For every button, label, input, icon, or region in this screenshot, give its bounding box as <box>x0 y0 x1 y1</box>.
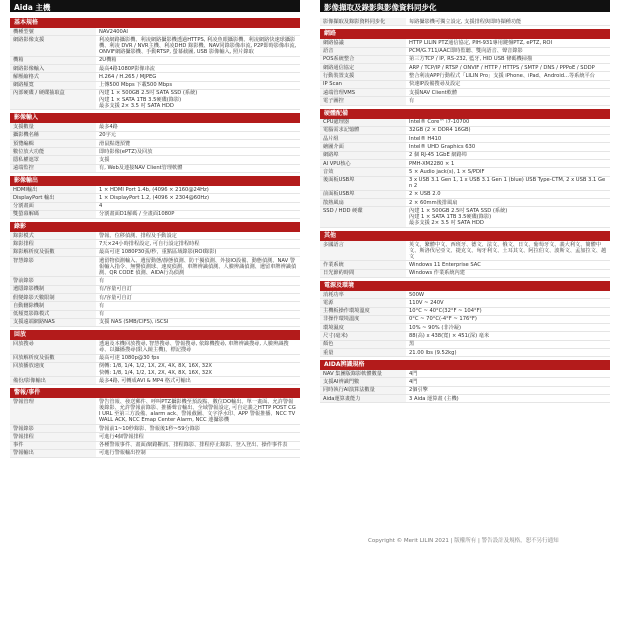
spec-key: 錄影排程 <box>10 240 96 248</box>
spec-key: Aida運算畫能力 <box>320 395 406 403</box>
spec-row <box>10 257 300 277</box>
spec-value: ARP / TCP/IP / RTSP / ONVIF / HTTP / HTTPS / SMTP / DNS / PPPoE / SDDP <box>406 64 610 72</box>
spec-row <box>10 441 300 449</box>
spec-key: 音效 <box>320 168 406 176</box>
spec-row <box>10 131 300 139</box>
spec-value: PMH-XM2280 × 1 <box>406 159 610 167</box>
spec-row <box>10 156 300 164</box>
spec-key: 行動裝置支援 <box>320 72 406 80</box>
spec-key: AI VPU核心 <box>320 159 406 167</box>
spec-value: 0°C ~ 70°C(-4°F ~ 176°F) <box>406 315 610 323</box>
spec-value: 10% ~ 90% (非冷凝) <box>406 324 610 332</box>
spec-value: 1 × HDMI Port 1.4b, (4096 × 2160@24Hz) <box>96 186 300 194</box>
spec-value: 有/容量可自訂 <box>96 285 300 293</box>
spec-row <box>320 378 610 386</box>
spec-value: 第三方TCP / IP, RS-232, 藍牙, HID USB 條碼機掃描 <box>406 55 610 63</box>
spec-key: 事件 <box>10 441 96 449</box>
spec-key: 隱私權遮罩 <box>10 156 96 164</box>
spec-key: POS系統整合 <box>320 55 406 63</box>
spec-key: 分割畫面 <box>10 202 96 210</box>
spec-key: DisplayPort 輸出 <box>10 194 96 202</box>
spec-key: 多國語言 <box>320 241 406 261</box>
spec-value: 4門 <box>406 378 610 386</box>
spec-row <box>320 348 610 356</box>
spec-table <box>10 28 300 110</box>
spec-value: Windows 作業系統內建 <box>406 269 610 277</box>
spec-row <box>320 207 610 227</box>
spec-row <box>10 194 300 202</box>
spec-value: 2U機箱 <box>96 56 300 64</box>
spec-row <box>320 241 610 261</box>
spec-value: 5 × Audio jack(s), 1 × S/PDIF <box>406 168 610 176</box>
spec-key: 智慧錄影 <box>10 257 96 277</box>
spec-value: 英文、繁體中文、西班牙、德文、法文、俄文、日文、葡萄牙文、義大利文、簡體中文、斯洛伐尼亞文、捷克文、匈牙利文、土耳其文、阿拉伯文、波斯文、孟加拉文、越文 <box>406 241 610 261</box>
spec-row <box>320 119 610 127</box>
spec-row <box>10 186 300 194</box>
spec-key: 回放解析度及張數 <box>10 354 96 362</box>
spec-table <box>320 370 610 403</box>
spec-row <box>320 176 610 190</box>
spec-value: 最高可達 1080P30張/秒，重點區域錄影(ROI錄影) <box>96 248 300 256</box>
spec-key: 網路影像輸入 <box>10 65 96 73</box>
section-header: 其他 <box>320 231 610 241</box>
spec-value: 內建 1 × 500GB 2.5吋 SATA SSD (系統) 內建 1 × SATA 1TB 3.5硬碟(錄影) 最多支援 2× 3.5 吋 SATA HDD <box>406 207 610 227</box>
spec-value: 上傳500 Mbps 下載500 Mbps <box>96 81 300 89</box>
spec-value: 有 <box>406 97 610 105</box>
spec-row <box>10 56 300 64</box>
spec-value: 可進行4個警報排程 <box>96 433 300 441</box>
spec-key: 內部硬碟 / 硬碟抽取盒 <box>10 89 96 109</box>
spec-key: 電子圖控 <box>320 97 406 105</box>
spec-value: 2個引擎 <box>406 386 610 394</box>
spec-value: 即時影像(ePTZ)及回放 <box>96 148 300 156</box>
spec-value: 4門 <box>406 370 610 378</box>
spec-value: 每路攝影機可獨立設定, 支援排程與即時擷種功能 <box>406 18 610 26</box>
spec-value: 快速IP設備搜尋及設定 <box>406 80 610 88</box>
spec-key: 支援遠端網路NAS <box>10 318 96 326</box>
spec-row <box>10 449 300 457</box>
spec-value: 最高4路1080P影像串流 <box>96 65 300 73</box>
section-header: 網路 <box>320 29 610 39</box>
spec-row <box>320 143 610 151</box>
spec-row <box>320 126 610 134</box>
spec-value: Intel® UHD Graphics 630 <box>406 143 610 151</box>
spec-row <box>320 55 610 63</box>
spec-value: 有 <box>96 310 300 318</box>
spec-table <box>10 398 300 458</box>
spec-row <box>320 88 610 96</box>
section-header: 錄影 <box>10 222 300 232</box>
spec-row <box>10 210 300 218</box>
spec-row <box>10 164 300 172</box>
spec-row <box>10 202 300 210</box>
spec-value: 可進行警報輸出控制 <box>96 449 300 457</box>
spec-key: 遠端監控 <box>10 164 96 172</box>
spec-key: 日光節約時間 <box>320 269 406 277</box>
spec-row <box>320 18 610 26</box>
spec-row <box>10 232 300 240</box>
spec-value: 10°C ~ 40°C(32°F ~ 104°F) <box>406 307 610 315</box>
spec-key: 消耗功率 <box>320 291 406 299</box>
spec-key: 解壓縮格式 <box>10 73 96 81</box>
spec-row <box>10 425 300 433</box>
spec-key: IP Scan <box>320 80 406 88</box>
section-header: 硬體配備 <box>320 109 610 119</box>
spec-value: Intel® H410 <box>406 135 610 143</box>
spec-key: 作業系統 <box>320 261 406 269</box>
spec-value: 有, Web及連接NAV Client管理軟體 <box>96 164 300 172</box>
spec-row <box>320 299 610 307</box>
spec-value: H.264 / H.265 / MJPEG <box>96 73 300 81</box>
spec-row <box>10 302 300 310</box>
spec-value: 倒轉: 1/8, 1/4, 1/2, 1X, 2X, 4X, 8X, 16X, 32X 快轉: 1/8, 1/4, 1/2, 1X, 2X, 4X, 8X, 16X, 32X <box>96 362 300 376</box>
spec-key: 錄影解析度及張數 <box>10 248 96 256</box>
spec-row <box>320 261 610 269</box>
spec-value: 各種警報事件、畫面/網路斷訊、排程錄影、排程停止錄影、登入登出、操作事件表 <box>96 441 300 449</box>
spec-row <box>320 340 610 348</box>
spec-row <box>10 73 300 81</box>
right-title: 影像擷取及錄影與影像資料同步化 <box>320 0 610 12</box>
spec-row <box>320 97 610 105</box>
spec-row <box>320 64 610 72</box>
spec-value: 3 Aida 運算畫 (主機) <box>406 395 610 403</box>
spec-key: 後面板USB埠 <box>320 176 406 190</box>
spec-row <box>320 190 610 198</box>
spec-row <box>10 89 300 109</box>
spec-key: 網路通信協定 <box>320 64 406 72</box>
spec-row <box>320 370 610 378</box>
spec-row <box>320 39 610 47</box>
spec-row <box>320 332 610 340</box>
section-header: 回放 <box>10 330 300 340</box>
spec-value: 黑 <box>406 340 610 348</box>
spec-key: 預覽編輯 <box>10 139 96 147</box>
spec-row <box>10 248 300 256</box>
spec-value: 透過及本機回放搜尋, 智慧搜尋、警報搜尋, 依錄機搜尋, 車牌辨識搜尋, 人臉辨識搜尋、以攝播搜尋(限入鏡主機)，標記搜尋 <box>96 340 300 354</box>
spec-row <box>10 398 300 424</box>
spec-key: 警報輸出 <box>10 449 96 457</box>
spec-value: 警報、位移偵測、排程及手動設定 <box>96 232 300 240</box>
spec-value: 支援 <box>96 156 300 164</box>
spec-key: 非操作環境溫度 <box>320 315 406 323</box>
copyright-text: Copyright © Merit LILIN 2021 | 版權所有 | 警告設計及規格，恕不另行通知 <box>368 538 559 544</box>
section-header: AIDA辨識規格 <box>320 360 610 370</box>
spec-key: 網路頻寬 <box>10 81 96 89</box>
spec-key: 警報管理 <box>10 398 96 424</box>
spec-table <box>320 119 610 228</box>
spec-key: NAV 集團版錄影軟體數量 <box>320 370 406 378</box>
spec-key: 雙螢幕解碼 <box>10 210 96 218</box>
spec-key: 網路協議 <box>320 39 406 47</box>
spec-value: 500W <box>406 291 610 299</box>
spec-value: 21.00 lbs (9.52kg) <box>406 348 610 356</box>
spec-key: 網路影像支援 <box>10 36 96 56</box>
spec-value: 遺留物偵測輸入、遺留動態/靜態偵測、防干擾偵測、外接IO設備、動態偵測、NAV 警報輸入指令、無響偵測球、速度偵測、車牌辨識偵測、人臉辨識偵測、遺留車牌辨識偵測、QR CODE 偵測、AIDA行為偵測 <box>96 257 300 277</box>
spec-key: 警前錄影 <box>10 277 96 285</box>
spec-key: 網路埠 <box>320 151 406 159</box>
spec-key: 語音 <box>320 47 406 55</box>
spec-key: SSD / HDD 硬碟 <box>320 207 406 227</box>
spec-row <box>10 340 300 354</box>
spec-row <box>320 324 610 332</box>
section-header: 影像輸入 <box>10 113 300 123</box>
spec-key: 環境濕度 <box>320 324 406 332</box>
spec-key: 攝影機名稱 <box>10 131 96 139</box>
spec-table <box>320 39 610 105</box>
spec-value: 7天×24小時排程設定, 可自行設定排程時程 <box>96 240 300 248</box>
spec-row <box>10 310 300 318</box>
spec-key: 主機板操作環境溫度 <box>320 307 406 315</box>
spec-key: 回放播放速度 <box>10 362 96 376</box>
spec-row <box>320 80 610 88</box>
spec-value: 支援NAV Client軟體 <box>406 88 610 96</box>
spec-key: 前面板USB埠 <box>320 190 406 198</box>
section-header: 影像輸出 <box>10 176 300 186</box>
spec-value: 有/容量可自訂 <box>96 294 300 302</box>
spec-value: PCM/G.711/AAC即時監聽、雙向語音、聲音錄影 <box>406 47 610 55</box>
spec-value: 110V ~ 240V <box>406 299 610 307</box>
spec-key: 影像擷取及錄影資料同步化 <box>320 18 406 26</box>
spec-row <box>320 159 610 167</box>
spec-value: 支援 NAS (SMB/CIFS), iSCSI <box>96 318 300 326</box>
spec-row <box>320 395 610 403</box>
spec-row <box>10 148 300 156</box>
spec-key: 同時執行AI演算法數量 <box>320 386 406 394</box>
spec-value: 4 <box>96 202 300 210</box>
spec-value: 最高可達 1080p@30 fps <box>96 354 300 362</box>
spec-key: 支援AI辨識門數 <box>320 378 406 386</box>
spec-row <box>10 377 300 385</box>
spec-key: 尺寸(毫米) <box>320 332 406 340</box>
spec-row <box>10 285 300 293</box>
spec-row <box>320 47 610 55</box>
spec-row <box>320 386 610 394</box>
spec-value: 整合利凌APP行動程式「LILIN Pro」支援 iPhone、iPad、Android...等系統平台 <box>406 72 610 80</box>
spec-key: 重量 <box>320 348 406 356</box>
spec-key: 假變錄影天數限制 <box>10 294 96 302</box>
spec-value: NAV2400AI <box>96 28 300 36</box>
spec-value: 滑鼠點選預覽 <box>96 139 300 147</box>
spec-row <box>320 315 610 323</box>
section-header: 基本規格 <box>10 18 300 28</box>
left-column <box>10 0 300 458</box>
spec-key: 散熱風扇 <box>320 199 406 207</box>
spec-table <box>10 232 300 327</box>
spec-key: 備份/影像輸出 <box>10 377 96 385</box>
spec-row <box>10 354 300 362</box>
spec-key: 電源 <box>320 299 406 307</box>
spec-value: 內建 1 × 500GB 2.5吋 SATA SSD (系統) 內建 1 × SATA 1TB 3.5硬碟(錄影) 最多支援 2× 3.5 吋 SATA HDD <box>96 89 300 109</box>
spec-value: 有 <box>96 277 300 285</box>
left-title: Aida 主機 <box>10 0 300 12</box>
spec-value: Intel® Core™ i7-10700 <box>406 119 610 127</box>
spec-table <box>320 241 610 278</box>
spec-key: 繪圖介面 <box>320 143 406 151</box>
spec-table <box>10 186 300 219</box>
spec-row <box>10 240 300 248</box>
spec-value: 2 × USB 2.0 <box>406 190 610 198</box>
spec-row <box>10 28 300 36</box>
spec-key: 遺隱錄影機制 <box>10 285 96 293</box>
spec-table <box>320 291 610 357</box>
spec-row <box>320 199 610 207</box>
spec-value: 分割畫面D1解碼 / 全畫面1080P <box>96 210 300 218</box>
spec-key: 機種型號 <box>10 28 96 36</box>
right-column <box>320 0 610 403</box>
spec-key: 遠端管理VMS <box>320 88 406 96</box>
spec-row <box>10 318 300 326</box>
spec-row <box>320 307 610 315</box>
spec-row <box>10 277 300 285</box>
spec-table <box>320 18 610 26</box>
spec-key: CPU處理器 <box>320 119 406 127</box>
spec-value: 2 × 60mm後排風扇 <box>406 199 610 207</box>
spec-row <box>10 433 300 441</box>
spec-key: 數位放大功能 <box>10 148 96 156</box>
spec-value: 1 × DisplayPort 1.2, (4096 × 2304@60Hz) <box>96 194 300 202</box>
spec-value: 利凌網路攝影機、利凌網路攝影機透過HTTPS, 利凌魚眼攝影機、利凌網路快速球攝影機、利凌 DVR / NVR主機、利凌DHD 錄影機、NAV同錄影像串流, P2P即時影像串流,ONVIF網路攝影機、手動RTSP, 螢幕截圖, USB 影像輸入, 照片錄取 <box>96 36 300 56</box>
spec-key: 自動刪除機制 <box>10 302 96 310</box>
spec-value: 警告管報、發送郵件、呼叫PTZ攝影機至預設點、數位DO輸出、單一畫面、允許警報後錄影、允許警報前錄影、推播聲音輸出、全域警報設定, 可自定義之HTTP POST CGI URL 至第三方設備、alarm ack、警報截圖、文字浮水印、APP 警報推播、NCC TVWALL ACK, NCC Emap Center Alarm, NCC 連攝影機 <box>96 398 300 424</box>
spec-key: 晶片組 <box>320 135 406 143</box>
spec-key: 機箱 <box>10 56 96 64</box>
spec-row <box>10 139 300 147</box>
spec-row <box>10 123 300 131</box>
spec-value: 3 x USB 3.1 Gen 1, 1 x USB 3.1 Gen 1 (blue) USB Type-CTM, 2 x USB 3.1 Gen 2 <box>406 176 610 190</box>
spec-value: 20字元 <box>96 131 300 139</box>
spec-row <box>320 151 610 159</box>
spec-table <box>10 123 300 173</box>
section-header: 警報/事件 <box>10 388 300 398</box>
spec-key: 顏色 <box>320 340 406 348</box>
spec-key: 低頻寬影錄模式 <box>10 310 96 318</box>
spec-key: 回放搜尋 <box>10 340 96 354</box>
spec-row <box>10 294 300 302</box>
spec-key: HDMI輸出 <box>10 186 96 194</box>
spec-key: 警報排程 <box>10 433 96 441</box>
spec-row <box>320 168 610 176</box>
spec-value: 32GB (2 × DDR4 16GB) <box>406 126 610 134</box>
spec-value: 有 <box>96 302 300 310</box>
section-header: 電源及環境 <box>320 281 610 291</box>
spec-value: 2 個 RJ-45 1GbE 網路埠 <box>406 151 610 159</box>
spec-value: HTTP LILIN PTZ通信協定, PIH-931專用鍵盤PTZ, ePTZ, ROI <box>406 39 610 47</box>
spec-row <box>320 269 610 277</box>
spec-row <box>10 65 300 73</box>
spec-row <box>10 81 300 89</box>
spec-row <box>320 291 610 299</box>
spec-key: 警報錄影 <box>10 425 96 433</box>
spec-value: 最多4路 <box>96 123 300 131</box>
spec-key: 電腦需求記憶體 <box>320 126 406 134</box>
spec-value: Windows 11 Enterprise SAC <box>406 261 610 269</box>
spec-value: 88(高) x 438(寬) × 451(深) 毫米 <box>406 332 610 340</box>
spec-value: 警報前1~10秒錄影、警報後1秒~59分錄影 <box>96 425 300 433</box>
spec-key: 支援數量 <box>10 123 96 131</box>
spec-table <box>10 340 300 385</box>
spec-value: 最多4路, 可轉成AVI & MP4 格式可輸出 <box>96 377 300 385</box>
spec-row <box>10 362 300 376</box>
spec-row <box>320 135 610 143</box>
spec-key: 錄影模式 <box>10 232 96 240</box>
spec-row <box>320 72 610 80</box>
spec-row <box>10 36 300 56</box>
